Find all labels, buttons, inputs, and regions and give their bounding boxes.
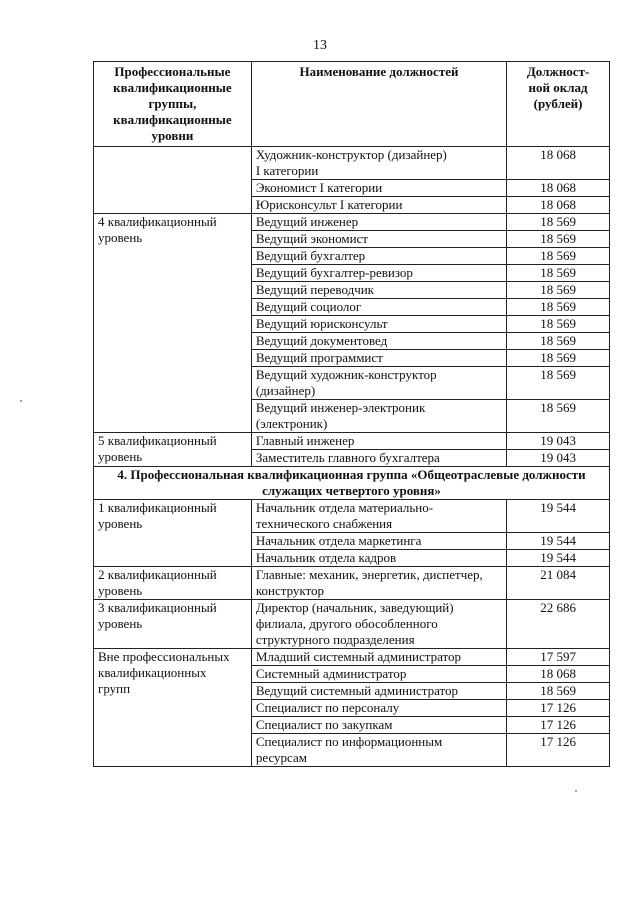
- salary-cell: 18 569: [507, 400, 610, 433]
- position-cell: Ведущий системный администратор: [251, 683, 506, 700]
- salary-cell: 18 569: [507, 282, 610, 299]
- salary-cell: 18 569: [507, 683, 610, 700]
- header-position: Наименование должностей: [251, 62, 506, 147]
- salary-cell: 18 569: [507, 299, 610, 316]
- salary-cell: 18 569: [507, 265, 610, 282]
- position-cell: Ведущий инженер-электроник (электроник): [251, 400, 506, 433]
- table-row: [94, 147, 610, 180]
- salary-cell: 21 084: [507, 567, 610, 600]
- salary-cell: 18 569: [507, 316, 610, 333]
- salary-cell: 19 043: [507, 433, 610, 450]
- table-row: [94, 500, 610, 533]
- position-cell: Ведущий инженер: [251, 214, 506, 231]
- position-cell: Ведущий бухгалтер: [251, 248, 506, 265]
- table-row: [94, 649, 610, 666]
- position-cell: Главные: механик, энергетик, диспетчер, конструктор: [251, 567, 506, 600]
- position-cell: Юрисконсульт I категории: [251, 197, 506, 214]
- header-salary: Должност- ной оклад (рублей): [507, 62, 610, 147]
- position-cell: Ведущий художник-конструктор (дизайнер): [251, 367, 506, 400]
- position-cell: Начальник отдела кадров: [251, 550, 506, 567]
- position-cell: Заместитель главного бухгалтера: [251, 450, 506, 467]
- salary-cell: 18 068: [507, 180, 610, 197]
- position-cell: Ведущий переводчик: [251, 282, 506, 299]
- position-cell: Главный инженер: [251, 433, 506, 450]
- salary-cell: 18 569: [507, 333, 610, 350]
- position-cell: Специалист по информационным ресурсам: [251, 734, 506, 767]
- position-cell: Системный администратор: [251, 666, 506, 683]
- salary-cell: 17 126: [507, 700, 610, 717]
- salary-cell: 18 569: [507, 350, 610, 367]
- table-row: [94, 214, 610, 231]
- group-cell: [94, 147, 252, 214]
- section-row: [94, 467, 610, 500]
- salary-cell: 19 544: [507, 533, 610, 550]
- salary-cell: 18 068: [507, 666, 610, 683]
- position-cell: Художник-конструктор (дизайнер) I категории: [251, 147, 506, 180]
- salary-cell: 17 126: [507, 734, 610, 767]
- position-cell: Экономист I категории: [251, 180, 506, 197]
- salary-cell: 18 569: [507, 214, 610, 231]
- group-cell: 1 квалификационный уровень: [94, 500, 252, 567]
- group-cell: 4 квалификационный уровень: [94, 214, 252, 433]
- salary-cell: 17 597: [507, 649, 610, 666]
- position-cell: Специалист по персоналу: [251, 700, 506, 717]
- salary-cell: 18 068: [507, 197, 610, 214]
- group-cell: 3 квалификационный уровень: [94, 600, 252, 649]
- salary-cell: 18 569: [507, 248, 610, 265]
- header-group: Профессиональные квалификационные группы, квалификационные уровни: [94, 62, 252, 147]
- salary-cell: 17 126: [507, 717, 610, 734]
- table-row: [94, 600, 610, 649]
- position-cell: Младший системный администратор: [251, 649, 506, 666]
- scan-speck: [20, 400, 22, 402]
- group-cell: 5 квалификационный уровень: [94, 433, 252, 467]
- position-cell: Ведущий экономист: [251, 231, 506, 248]
- group-cell: 2 квалификационный уровень: [94, 567, 252, 600]
- position-cell: Начальник отдела материально- технического снабжения: [251, 500, 506, 533]
- position-cell: Специалист по закупкам: [251, 717, 506, 734]
- position-cell: Ведущий социолог: [251, 299, 506, 316]
- salary-cell: 22 686: [507, 600, 610, 649]
- scan-speck: [575, 790, 577, 792]
- position-cell: Ведущий бухгалтер-ревизор: [251, 265, 506, 282]
- salary-cell: 19 043: [507, 450, 610, 467]
- position-cell: Ведущий документовед: [251, 333, 506, 350]
- position-cell: Ведущий юрисконсульт: [251, 316, 506, 333]
- salary-cell: 18 569: [507, 367, 610, 400]
- salary-cell: 18 068: [507, 147, 610, 180]
- table-row: [94, 433, 610, 450]
- salary-cell: 19 544: [507, 550, 610, 567]
- salary-table: [93, 61, 610, 767]
- page-number: 13: [313, 38, 327, 53]
- group-cell: Вне профессиональных квалификационных групп: [94, 649, 252, 767]
- salary-cell: 18 569: [507, 231, 610, 248]
- position-cell: Ведущий программист: [251, 350, 506, 367]
- table-row: [94, 567, 610, 600]
- section-heading: 4. Профессиональная квалификационная группа «Общеотраслевые должности служащих четвертого уровня»: [94, 467, 610, 500]
- position-cell: Начальник отдела маркетинга: [251, 533, 506, 550]
- position-cell: Директор (начальник, заведующий) филиала, другого обособленного структурного подразделения: [251, 600, 506, 649]
- table-header-row: [94, 62, 610, 147]
- salary-cell: 19 544: [507, 500, 610, 533]
